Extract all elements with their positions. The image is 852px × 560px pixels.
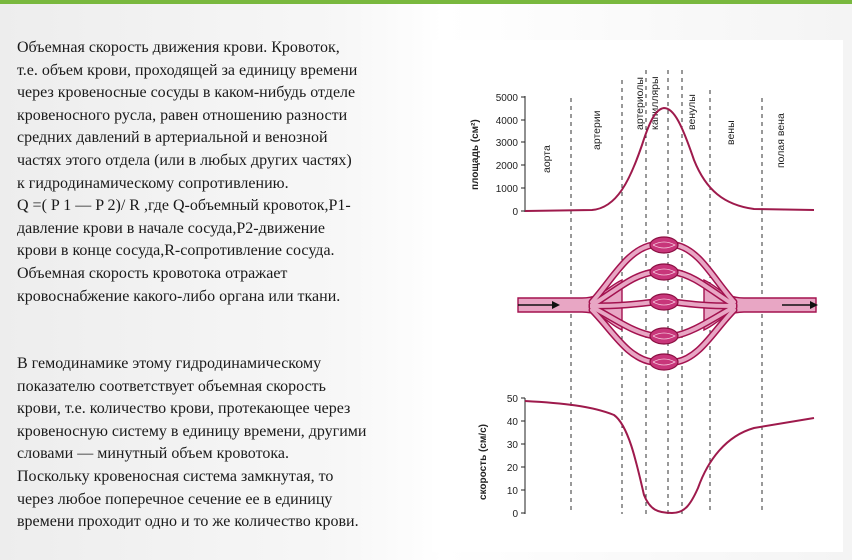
text-line: показателю соответствует объемная скорость xyxy=(17,377,326,395)
label-capillaries: капилляры xyxy=(649,76,661,130)
area-tick-label: 3000 xyxy=(495,138,518,149)
area-curve xyxy=(525,108,814,211)
text-line: крови, т.е. количество крови, протекающее через xyxy=(17,400,351,418)
speed-ylabel: скорость (см/с) xyxy=(478,424,489,500)
speed-tick-label: 50 xyxy=(506,394,518,405)
capillary-bed xyxy=(650,328,678,344)
text-line: через любое поперечное сечение ее в единицу xyxy=(17,490,333,508)
label-veins: вены xyxy=(725,120,737,145)
speed-tick-label: 30 xyxy=(506,440,518,451)
text-line: кровеносного русла, равен отношению разности xyxy=(17,106,348,124)
top-accent-bar xyxy=(0,0,852,4)
text-line: т.е. объем крови, проходящей за единицу времени xyxy=(17,61,358,79)
speed-tick-label: 20 xyxy=(506,463,518,474)
vascular-figure xyxy=(432,40,843,552)
text-line: времени проходит одно и то же количество крови. xyxy=(17,513,359,531)
text-line: словами — минутный объем кровотока. xyxy=(17,445,289,463)
speed-curve xyxy=(525,401,814,513)
area-tick-label: 5000 xyxy=(495,93,518,104)
text-line: частях этого отдела (или в любых других частях) xyxy=(17,151,352,169)
area-tick-label: 1000 xyxy=(495,184,518,195)
label-venules: венулы xyxy=(686,94,698,130)
area-tick-label: 2000 xyxy=(495,161,518,172)
label-arteries: артерии xyxy=(591,110,603,150)
vascular-figure-svg xyxy=(432,40,843,552)
label-aorta: аорта xyxy=(541,145,553,173)
text-line: к гидродинамическому сопротивлению. xyxy=(17,174,289,192)
label-vena-cava: полая вена xyxy=(775,113,787,168)
capillary-bed xyxy=(650,294,678,310)
text-line: Объемная скорость кровотока отражает xyxy=(17,264,288,282)
capillary-bed xyxy=(650,354,678,370)
text-line: Объемная скорость движения крови. Кровоток, xyxy=(17,39,340,56)
text-line: кровоснабжение какого-либо органа или ткани. xyxy=(17,287,341,305)
area-tick-label: 4000 xyxy=(495,116,518,127)
column-labels xyxy=(541,76,787,173)
label-arterioles: артериолы xyxy=(634,77,646,130)
area-ylabel: площадь (см²) xyxy=(470,119,481,190)
text-line: средних давлений в артериальной и венозной xyxy=(17,129,328,147)
paragraph-volumetric-speed xyxy=(17,37,427,308)
text-line: давление крови в начале сосуда,P2-движение xyxy=(17,219,326,237)
speed-tick-label: 0 xyxy=(512,509,518,520)
capillary-bed xyxy=(650,264,678,280)
text-line: В гемодинамике этому гидродинамическому xyxy=(17,355,322,372)
text-line: Поскольку кровеносная система замкнутая, то xyxy=(17,467,334,485)
area-tick-label: 0 xyxy=(512,207,518,218)
text-line: кровеносную систему в единицу времени, другими xyxy=(17,422,367,440)
text-line: крови в конце сосуда,R-сопротивление сосуда. xyxy=(17,242,335,260)
speed-tick-label: 40 xyxy=(506,417,518,428)
text-line: Q =( P 1 — P 2)/ R ,где Q-объемный кровоток,P1- xyxy=(17,197,351,215)
capillary-bed xyxy=(650,237,678,253)
paragraph-hemodynamics xyxy=(17,353,427,534)
speed-tick-label: 10 xyxy=(506,486,518,497)
text-line: через кровеносные сосуды в каком-нибудь отделе xyxy=(17,84,356,102)
